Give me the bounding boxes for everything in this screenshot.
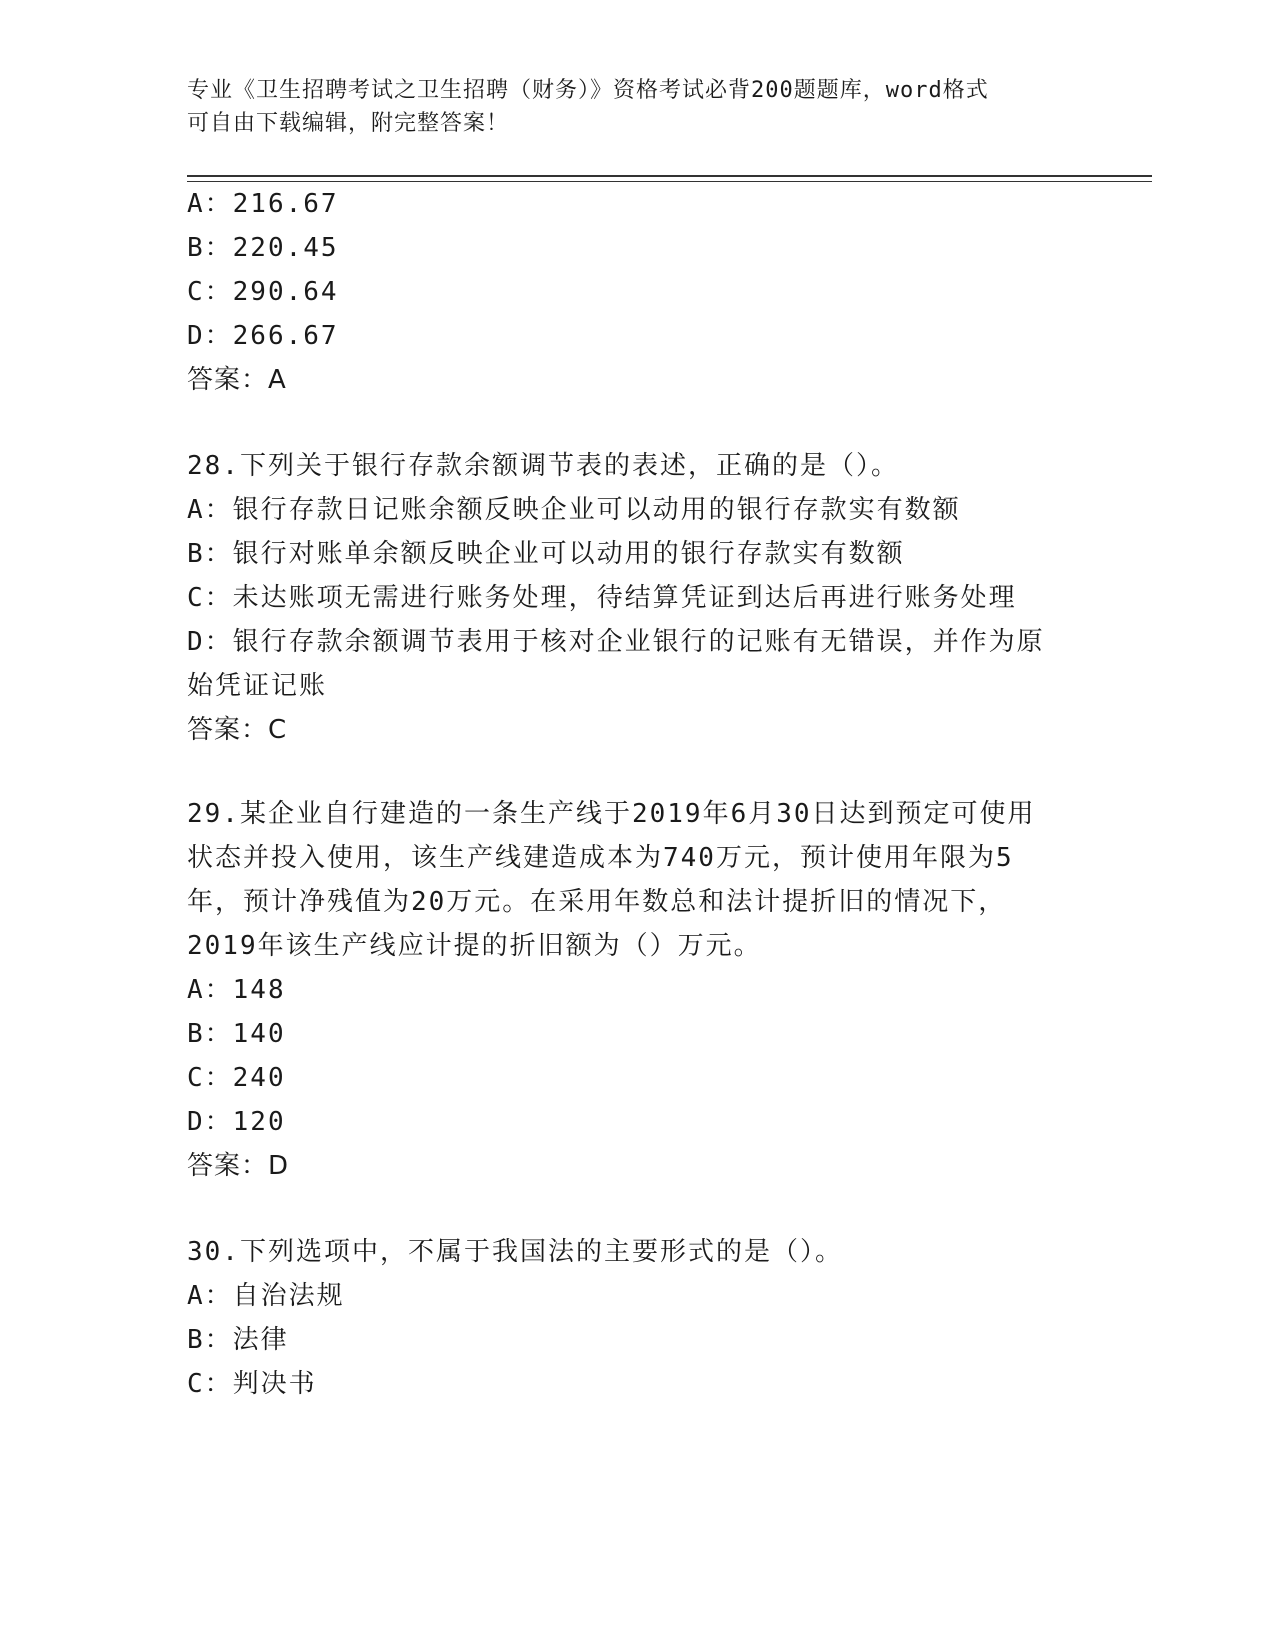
q28-option-b: B：银行对账单余额反映企业可以动用的银行存款实有数额 [187, 539, 905, 569]
q29-stem-line-1: 29.某企业自行建造的一条生产线于2019年6月30日达到预定可使用 [187, 799, 1036, 829]
q30-option-c: C：判决书 [187, 1369, 317, 1399]
header-rule-thick [187, 175, 1152, 177]
q27-option-b: B：220.45 [187, 233, 339, 263]
q27-option-c: C：290.64 [187, 277, 339, 307]
q28-option-d-line-1: D：银行存款余额调节表用于核对企业银行的记账有无错误，并作为原 [187, 627, 1045, 657]
q30-option-b: B：法律 [187, 1325, 289, 1355]
q28-stem: 28.下列关于银行存款余额调节表的表述，正确的是（）。 [187, 451, 899, 481]
q28-option-a: A：银行存款日记账余额反映企业可以动用的银行存款实有数额 [187, 495, 961, 525]
q28-option-c: C：未达账项无需进行账务处理，待结算凭证到达后再进行账务处理 [187, 583, 1017, 613]
q30-stem: 30.下列选项中，不属于我国法的主要形式的是（）。 [187, 1237, 843, 1267]
q28-answer: 答案：C [187, 715, 288, 745]
q28-option-d-line-2: 始凭证记账 [187, 671, 328, 701]
header-line-1: 专业《卫生招聘考试之卫生招聘（财务）》资格考试必背200题题库，word格式 [187, 78, 989, 103]
header-rule-thin [187, 181, 1152, 182]
q30-option-a: A：自治法规 [187, 1281, 345, 1311]
q29-answer: 答案：D [187, 1151, 290, 1181]
q29-stem-line-3: 年，预计净残值为20万元。在采用年数总和法计提折旧的情况下， [187, 887, 1007, 917]
q29-stem-line-4: 2019年该生产线应计提的折旧额为（）万元。 [187, 931, 762, 961]
header-line-2: 可自由下载编辑，附完整答案！ [187, 111, 510, 136]
q29-option-b: B：140 [187, 1019, 286, 1049]
q27-option-a: A：216.67 [187, 189, 339, 219]
q27-option-d: D：266.67 [187, 321, 339, 351]
q29-option-c: C：240 [187, 1063, 286, 1093]
q29-stem-line-2: 状态并投入使用，该生产线建造成本为740万元，预计使用年限为5 [187, 843, 1014, 873]
q29-option-d: D：120 [187, 1107, 286, 1137]
q29-option-a: A：148 [187, 975, 286, 1005]
q27-answer: 答案：A [187, 365, 287, 395]
document-header [187, 74, 1077, 140]
